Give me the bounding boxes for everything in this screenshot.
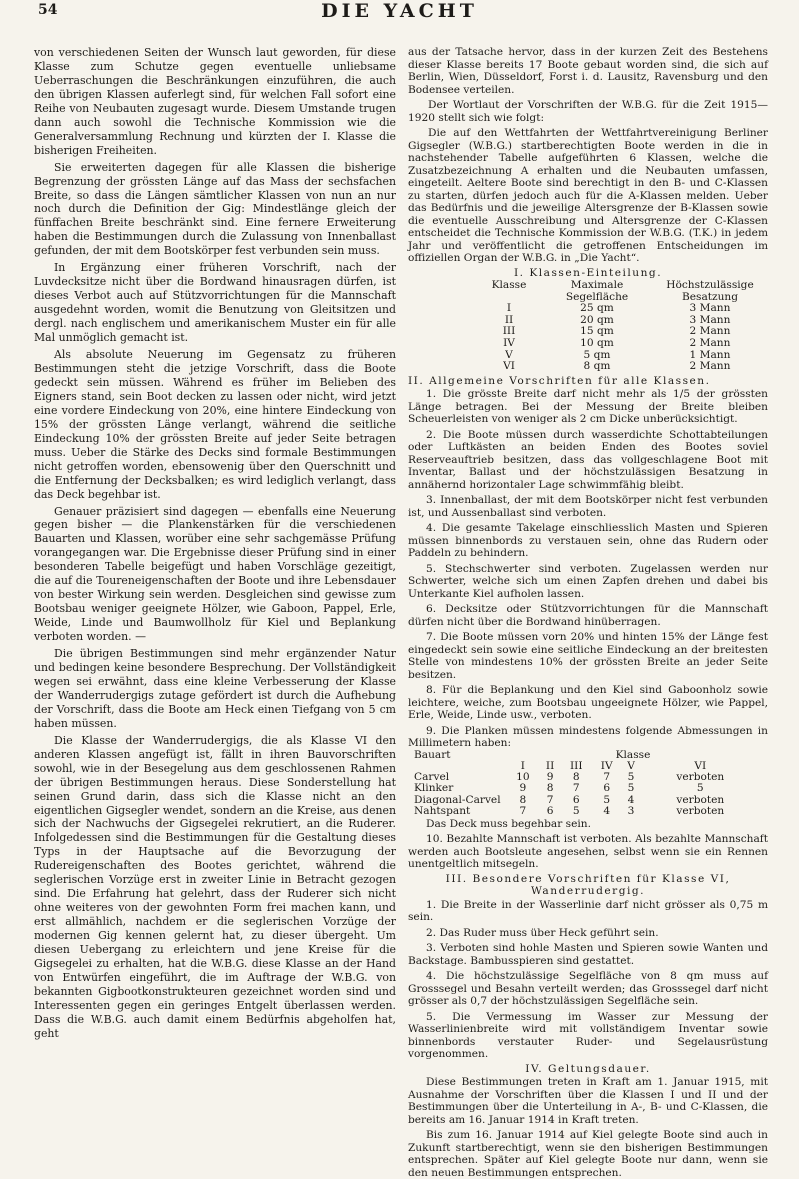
list-item: 8. Für die Beplankung und den Kiel sind Gaboonholz sowie leichtere, weiche, zum Bootsbau ungeeignete Hölzer, wie Pappel, Erle, Weide, Linde usw., verboten. [408,684,768,722]
table-row [470,338,774,350]
table-cell: 2 Mann [689,336,731,349]
list-item: 5. Stechschwerter sind verboten. Zugelassen werden nur Schwerter, welche sich um einen Zapfen drehen und dabei bis Unterkante Kiel aufholen lassen. [408,562,768,600]
left-column [34,46,396,1116]
table-cell: 3 Mann [689,313,731,326]
table-cell: verboten [676,771,725,784]
section-heading: IV. Geltungsdauer. [525,1062,651,1075]
table-header-cell: Höchstzulässige Besatzung [666,279,754,303]
paragraph: Bis zum 16. Januar 1914 auf Kiel gelegte Boote sind auch in Zukunft startberechtigt, wenn sie den bisherigen Bestimmungen entsprechen. Später auf Kiel gelegte Boote nur dann, wenn sie den neuen Bestimmungen entsprechen. [408,1129,768,1179]
section-heading: III. Besondere Vorschriften für Klasse VI, Wanderrudergig. [445,872,731,898]
list-item: 4. Die gesamte Takelage einschliesslich Masten und Spieren müssen binnenbords zu verstauen sein, ohne das Rudern oder Paddeln zu behindern. [408,522,768,560]
section-3-items [408,899,768,1061]
table-cell: 7 [546,793,554,806]
table-header-cell: Klasse [615,748,651,761]
table-cell: 3 Mann [689,302,731,315]
list-item: 4. Die höchstzulässige Segelfläche von 8 qm muss auf Grosssegel und Besahn verteilt werden; das Grosssegel darf nicht grösser als 0,7 der höchstzulässigen Segelfläche sein. [408,970,768,1008]
table-cell: 6 [546,804,554,817]
list-item: Das Deck muss begehbar sein. [426,817,591,830]
table-cell: 25 qm [580,302,614,315]
list-item: 2. Die Boote müssen durch wasserdichte Schottabteilungen oder Luftkästen an beiden Enden des Bootes soviel Reserveauftrieb besitzen, dass das vollgeschlagene Boot mit Inventar, Ballast und der höchstzulässigen Besatzung in annähernd horizontaler Lage schwimmfähig bleibt. [408,428,768,491]
table-header-cell: VI [694,759,707,772]
paragraph: Genauer präzisiert sind dagegen — ebenfalls eine Neuerung gegen bisher — die Plankenstärken für die verschiedenen Bauarten und Klassen, worüber eine sehr sachgemässe Prüfung vorangegangen war. Die Ergebnisse dieser Prüfung sind in einer besonderen Tabelle beigefügt und haben Vorschläge gezeitigt, die auf die Toureneigenschaften der Boote und ihre Lebensdauer von bester Wirkung sein werden. Desgleichen sind gewisse zum Bootsbau weniger geeignete Hölzer, wie Gaboon, Pappel, Erle, Weide, Linde und Baumwollholz für Kiel und Beplankung verboten worden. — [34,504,396,644]
table-cell: Nahtspant [414,804,471,817]
table-cell: 15 qm [580,325,614,338]
table-cell: verboten [676,793,725,806]
table-header-row [414,750,760,761]
paragraph: Als absolute Neuerung im Gegensatz zu früheren Bestimmungen steht die jetzige Vorschrift, dass die Boote gedeckt sein müssen. Während es früher im Belieben des Eigners stand, sein Boot decken zu lassen oder nicht, wird jetzt eine vordere Eindeckung von 20%, eine hintere Eindeckung von 15% der grössten Länge verlangt, während die seitliche Eindeckung 10% der grössten Breite auf jeder Seite betragen muss. Ueber die Stärke des Decks sind formale Bestimmungen nicht getroffen worden, ebensowenig über den Querschnitt und die Entfernung der Decksbalken; es wird lediglich verlangt, dass das Deck begehbar ist. [34,348,396,501]
table-cell: IV [503,336,515,349]
table-cell: verboten [676,804,725,817]
paragraph: aus der Tatsache hervor, dass in der kurzen Zeit des Bestehens dieser Klasse bereits 17 Boote gebaut worden sind, die sich auf Berlin, Wien, Düsseldorf, Forst i. d. Lausitz, Ravensburg und den Bodensee verteilen. [408,46,768,96]
table-header-cell: Bauart [414,748,451,761]
list-item: 3. Innenballast, der mit dem Bootskörper nicht fest verbunden ist, und Aussenballast sind verboten. [408,494,768,519]
table-header-cell: V [627,759,635,772]
right-column [408,46,768,1179]
table-row [414,783,760,794]
journal-title: DIE YACHT [321,0,478,22]
table-header-cell: Maximale Segelfläche [565,279,629,303]
table-row [414,806,760,817]
table-cell: 5 [627,782,635,795]
list-item: 10. Bezahlte Mannschaft ist verboten. Als bezahlte Mannschaft werden auch Bootsleute angesehen, selbst wenn sie ein Rennen unentgeltlich mitsegeln. [408,833,768,871]
table-cell: 8 [519,793,527,806]
table-cell: 3 [627,804,635,817]
table-cell: 1 Mann [689,348,731,361]
table-header-cell: IV [600,759,613,772]
table-cell: 8 qm [583,360,611,373]
table-cell: Klinker [414,782,454,795]
table-cell: 7 [519,804,527,817]
table-header-row [470,280,774,303]
table-cell: 9 [546,771,554,784]
table-cell: I [506,302,512,315]
paragraph: von verschiedenen Seiten der Wunsch laut geworden, für diese Klasse zum Schutze gegen eventuelle unliebsame Ueberraschungen die Beschränkungen einzuführen, die auch den übrigen Klassen auferlegt sind, für welchen Fall sofort eine Reihe von Neubauten zugesagt wurde. Diesem Umstande trugen dann auch sowohl die Technische Kommission wie die Generalversammlung Rechnung und kürzten der I. Klasse die bisherigen Freiheiten. [34,46,396,157]
list-item: 5. Die Vermessung im Wasser zur Messung der Wasserlinienbreite wird mit vollständigem Inventar sowie binnenbords verstauter Ruder- und Segelausrüstung vorgenommen. [408,1010,768,1061]
table-row [470,361,774,373]
paragraph: Die Klasse der Wanderrudergigs, die als Klasse VI den anderen Klassen angefügt ist, fällt in ihren Bauvorschriften sowohl, wie in der Besegelung aus dem geschlossenen Rahmen der übrigen Bestimmungen heraus. Diese Sonderstellung hat seinen Grund darin, dass sich die Klasse nicht an den eigentlichen Gigsegler wendet, sondern an die Kreise, aus denen sich der Nachwuchs der Gigsegelei rekrutiert, an die Ruderer. Infolgedessen sind die Bestimmungen für die Gestaltung dieses Typs in der Hauptsache auf die Bevorzugung der Rudereigenschaften des Bootes gerichtet, während die seglerischen Vorzüge erst in zweiter Linie in Betracht gezogen sind. Die Erfahrung hat gelehrt, dass der Ruderer sich nicht ohne weiteres von der gewohnten Form frei machen kann, und erst allmählich, nachdem er die seglerischen Vorzüge der modernen Gig kennen gelernt hat, zu dieser übergeht. Um diesen Uebergang zu erleichtern und jene Kreise für die Gigsegelei zu erhalten, hat die W.B.G. diese Klasse an der Hand von Entwürfen eingeführt, die im Auftrage der W.B.G. von bekannten Gigbootkonstrukteuren gezeichnet worden sind und Interessenten gegen ein geringes Entgelt überlassen werden. Dass die W.B.G. auch damit einem Bedürfnis abgeholfen hat, geht [34,733,396,1040]
table-row [414,772,760,783]
section-2-items [408,388,768,750]
table-cell: Diagonal-Carvel [414,793,501,806]
paragraph: Sie erweiterten dagegen für alle Klassen die bisherige Begrenzung der grössten Länge auf das Mass der sechsfachen Breite, so dass die Längen sämtlicher Klassen von nun an nur noch durch die Definition der Gig: Mindestlänge gleich der fünffachen Breite beschränkt sind. Eine fernere Erweiterung haben die Bestimmungen durch die Zulassung von Innenballast gefunden, der mit dem Bootskörper fest verbunden sein muss. [34,160,396,258]
paragraph: Die übrigen Bestimmungen sind mehr ergänzender Natur und bedingen keine besondere Besprechung. Der Vollständigkeit wegen sei erwähnt, dass eine kleine Verbesserung der Klasse der Wanderrudergigs zutage gefördert ist durch die Aufhebung der Vorschrift, dass die Boote am Heck einen Tiefgang von 5 cm haben müssen. [34,647,396,730]
table-cell: 5 [627,771,635,784]
table-cell: 5 [696,782,704,795]
table-cell: 5 qm [583,348,611,361]
paragraph: Der Wortlaut der Vorschriften der W.B.G. für die Zeit 1915—1920 stellt sich wie folgt: [408,99,768,124]
plank-table [414,750,760,817]
table-cell: II [504,313,514,326]
list-item: 1. Die Breite in der Wasserlinie darf nicht grösser als 0,75 m sein. [408,898,768,924]
list-item: 3. Verboten sind hohle Masten und Spieren sowie Wanten und Backstage. Bambusspieren sind gestattet. [408,942,768,967]
list-item: 6. Decksitze oder Stützvorrichtungen für die Mannschaft dürfen nicht über die Bordwand hinüberragen. [408,603,768,628]
section-heading: I. Klassen-Einteilung. [513,266,663,279]
list-item: 9. Die Planken müssen mindestens folgende Abmessungen in Millimetern haben: [408,724,768,750]
table-cell: 4 [603,804,611,817]
paragraph: In Ergänzung einer früheren Vorschrift, nach der Luvdecksitze nicht über die Bordwand hinausragen dürfen, ist dieses Verbot auch auf Stützvorrichtungen für die Mannschaft ausgedehnt worden, womit die Benutzung von Gleitsitzen und dergl. nach englischem und amerikanischem Muster ein für alle Mal unmöglich gemacht ist. [34,261,396,345]
table-cell: V [505,348,513,361]
table-cell: 6 [603,782,611,795]
table-header-cell: II [545,759,555,772]
list-item: 1. Die grösste Breite darf nicht mehr als 1/5 der grössten Länge betragen. Bei der Messung der Breite bleiben Scheuerleisten von weniger als 2 cm Dicke unberücksichtigt. [408,388,768,426]
table-cell: 8 [546,782,554,795]
table-header-cell: Klasse [491,279,527,291]
table-header-cell: I [520,759,525,772]
table-cell: 2 Mann [689,325,731,338]
table-cell: 7 [572,782,580,795]
page-header [0,0,799,22]
section-4-items [408,1076,768,1179]
table-header-cell: III [569,759,583,772]
table-cell: 5 [603,793,611,806]
table-cell: 5 [572,804,580,817]
table-cell: III [502,325,516,338]
page-number: 54 [38,2,58,18]
table-cell: VI [503,360,515,373]
table-cell: 7 [603,771,611,784]
list-item: 7. Die Boote müssen vorn 20% und hinten 15% der Länge fest eingedeckt sein sowie eine seitliche Eindeckung an der breitesten Stelle von mindestens 10% der grössten Breite an jeder Seite besitzen. [408,631,768,681]
list-item: 2. Das Ruder muss über Heck geführt sein. [426,926,659,939]
paragraph: Die auf den Wettfahrten der Wettfahrtvereinigung Berliner Gigsegler (W.B.G.) startberechtigten Boote werden in die in nachstehender Tabelle aufgeführten 6 Klassen, welche die Zusatzbezeichnung A erhalten und die Neubauten umfassen, eingeteilt. Aeltere Boote sind berechtigt in den B- und C-Klassen zu starten, dürfen jedoch auch für die A-Klassen melden. Ueber das Bedürfnis und die jeweilige Altersgrenze der B-Klassen sowie die eventuelle Ausschreibung und Altersgrenze der C-Klassen entscheidet die Technische Kommission der W.B.G. (T.K.) in jedem Jahr und veröffentlicht die getroffenen Entscheidungen im offiziellen Organ der W.B.G. in „Die Yacht“. [408,127,768,264]
table-cell: 20 qm [580,313,614,326]
section-2-tail [408,818,768,871]
table-cell: 10 qm [580,336,614,349]
section-heading: II. Allgemeine Vorschriften für alle Klassen. [408,374,711,387]
table-cell: 4 [627,793,635,806]
table-cell: 9 [519,782,527,795]
table-cell: 8 [572,771,580,784]
table-cell: Carvel [414,771,450,784]
class-table [470,280,774,373]
table-cell: 10 [516,771,530,784]
paragraph: Diese Bestimmungen treten in Kraft am 1. Januar 1915, mit Ausnahme der Vorschriften über die Klassen I und II und der Bestimmungen über die Unterteilung in A-, B- und C-Klassen, die bereits am 16. Januar 1914 in Kraft treten. [408,1076,768,1126]
table-cell: 6 [572,793,580,806]
table-cell: 2 Mann [689,360,731,373]
